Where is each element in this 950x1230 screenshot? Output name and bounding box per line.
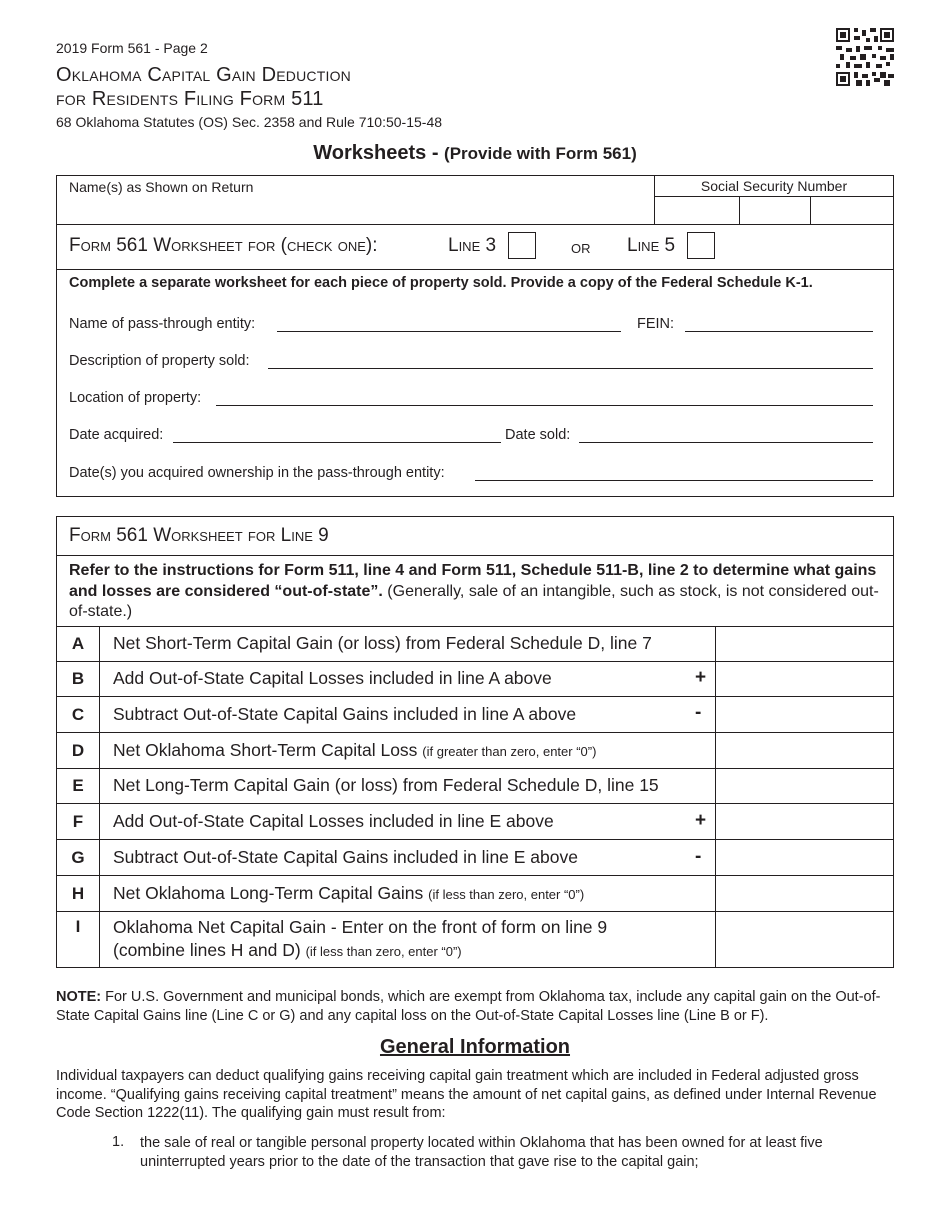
line-f-amount-field[interactable]: [715, 804, 893, 839]
list-item-text: the sale of real or tangible personal property located within Oklahoma that has been owned for at least five uninterrupted years prior to the date of the transaction that gave rise to the capital gain;: [140, 1135, 823, 1170]
worksheet-row-f: [57, 803, 893, 839]
line3-checkbox[interactable]: [508, 232, 536, 259]
row-letter: I: [57, 912, 100, 967]
note-label: NOTE:: [56, 989, 102, 1005]
date-sold-label: Date sold:: [505, 427, 571, 443]
line-i-amount-field[interactable]: [715, 912, 893, 967]
worksheet-row-h: [57, 875, 893, 911]
worksheet-line3-5-box: [56, 175, 894, 497]
worksheet-line9-title: Form 561 Worksheet for Line 9: [69, 525, 329, 546]
minus-sign: -: [695, 846, 702, 867]
ownership-row: [69, 465, 875, 487]
row-letter: H: [57, 876, 100, 911]
row-letter: G: [57, 840, 100, 875]
row-description-line2: (combine lines H and D) (if less than zero, enter “0”): [113, 940, 462, 960]
row-description: Oklahoma Net Capital Gain - Enter on the front of form on line 9: [113, 917, 608, 937]
line-b-amount-field[interactable]: [715, 662, 893, 696]
location-row: [69, 390, 875, 412]
location-input[interactable]: [216, 405, 873, 406]
name-label: Name(s) as Shown on Return: [69, 179, 254, 195]
worksheet-row-b: [57, 661, 893, 696]
ssn-segment-divider: [739, 196, 740, 225]
date-acquired-label: Date acquired:: [69, 427, 164, 443]
row-description: Net Oklahoma Long-Term Capital Gains (if less than zero, enter “0”): [113, 883, 585, 903]
general-information-body: Individual taxpayers can deduct qualifying gains receiving capital gain treatment which are included in Federal adjusted gross income. “Qualifying gains receiving capital treatment” means the amount of net capital gains, as defined under Internal Revenue Code Section 1222(11). The qualifying gain must result from:: [56, 1068, 877, 1121]
row-description: Subtract Out-of-State Capital Gains included in line A above: [113, 704, 577, 724]
row-description: Net Short-Term Capital Gain (or loss) from Federal Schedule D, line 7: [113, 633, 652, 653]
row-description: Net Long-Term Capital Gain (or loss) from Federal Schedule D, line 15: [113, 775, 659, 795]
line5-label: Line 5: [627, 235, 676, 256]
plus-sign: +: [695, 667, 707, 688]
line5-checkbox[interactable]: [687, 232, 715, 259]
line3-label: Line 3: [448, 235, 497, 256]
check-one-row: [57, 225, 893, 270]
plus-sign: +: [695, 810, 707, 831]
ssn-segment-divider: [810, 196, 811, 225]
ssn-divider: [655, 196, 893, 197]
check-one-title: Form 561 Worksheet for (check one):: [69, 235, 378, 256]
line-g-amount-field[interactable]: [715, 840, 893, 875]
entity-input[interactable]: [277, 331, 621, 332]
description-input[interactable]: [268, 368, 873, 369]
row-description: Net Oklahoma Short-Term Capital Loss (if greater than zero, enter “0”): [113, 740, 597, 760]
or-label: or: [571, 237, 591, 257]
ownership-label: Date(s) you acquired ownership in the pass-through entity:: [69, 465, 445, 481]
date-acquired-input[interactable]: [173, 442, 501, 443]
worksheets-heading: [0, 142, 950, 165]
worksheet-row-g: [57, 839, 893, 875]
row-letter: E: [57, 769, 100, 803]
worksheet-row-c: [57, 696, 893, 732]
instruction-normal: (Generally, sale of an intangible, such as stock, is not considered out-of-state.): [69, 582, 879, 620]
worksheet-row-i: [57, 911, 893, 967]
title-divider: [57, 555, 893, 556]
description-label: Description of property sold:: [69, 353, 250, 369]
location-label: Location of property:: [69, 390, 202, 406]
line-a-amount-field[interactable]: [715, 627, 893, 661]
dates-row: [69, 427, 875, 449]
line-d-amount-field[interactable]: [715, 733, 893, 768]
date-sold-input[interactable]: [579, 442, 873, 443]
page-label: 2019 Form 561 - Page 2: [56, 40, 208, 56]
note-text: For U.S. Government and municipal bonds, which are exempt from Oklahoma tax, include any capital gain on the Out-of-State Capital Gains line (Line C or G) and any capital loss on the Out-of-State Capital Losses line (Line B or F).: [56, 989, 881, 1024]
separate-worksheet-instruction: Complete a separate worksheet for each piece of property sold. Provide a copy of the Federal Schedule K-1.: [69, 275, 813, 291]
row-description: Add Out-of-State Capital Losses included in line A above: [113, 668, 552, 688]
form-title-line1: Oklahoma Capital Gain Deduction: [56, 64, 351, 86]
entity-label: Name of pass-through entity:: [69, 316, 256, 332]
description-row: [69, 353, 875, 375]
line-c-amount-field[interactable]: [715, 697, 893, 732]
line-e-amount-field[interactable]: [715, 769, 893, 803]
line-h-amount-field[interactable]: [715, 876, 893, 911]
list-item-number: 1.: [112, 1134, 125, 1150]
worksheet-row-e: [57, 768, 893, 803]
entity-row: [69, 316, 875, 338]
qr-code-icon: [836, 28, 894, 86]
name-field[interactable]: [57, 176, 655, 225]
statute-reference: 68 Oklahoma Statutes (OS) Sec. 2358 and Rule 710:50-15-48: [56, 114, 443, 130]
minus-sign: -: [695, 702, 702, 723]
general-information-heading: General Information: [379, 1036, 571, 1058]
fein-label: FEIN:: [637, 316, 675, 332]
worksheet-row-a: [57, 626, 893, 661]
ssn-field[interactable]: [655, 176, 893, 225]
row-letter: B: [57, 662, 100, 696]
worksheets-heading-main: Worksheets -: [313, 142, 445, 164]
row-description: Subtract Out-of-State Capital Gains included in line E above: [113, 847, 578, 867]
row-letter: F: [57, 804, 100, 839]
row-description: Add Out-of-State Capital Losses included in line E above: [113, 811, 554, 831]
worksheets-heading-sub: (Provide with Form 561): [444, 144, 637, 163]
ssn-label: Social Security Number: [700, 178, 848, 194]
bonds-note: [56, 988, 896, 1026]
row-letter: A: [57, 627, 100, 661]
fein-input[interactable]: [685, 331, 873, 332]
worksheet-row-d: [57, 732, 893, 768]
form-title-line2: for Residents Filing Form 511: [56, 88, 324, 110]
row-letter: C: [57, 697, 100, 732]
row-letter: D: [57, 733, 100, 768]
out-of-state-instruction: [69, 561, 884, 623]
worksheet-line9-box: [56, 516, 894, 968]
instruction-bold: Refer to the instructions for Form 511, line 4 and Form 511, Schedule 511-B, line 2 to determine what gains and losses are considered “out-of-state”.: [69, 562, 877, 600]
ownership-input[interactable]: [475, 480, 873, 481]
